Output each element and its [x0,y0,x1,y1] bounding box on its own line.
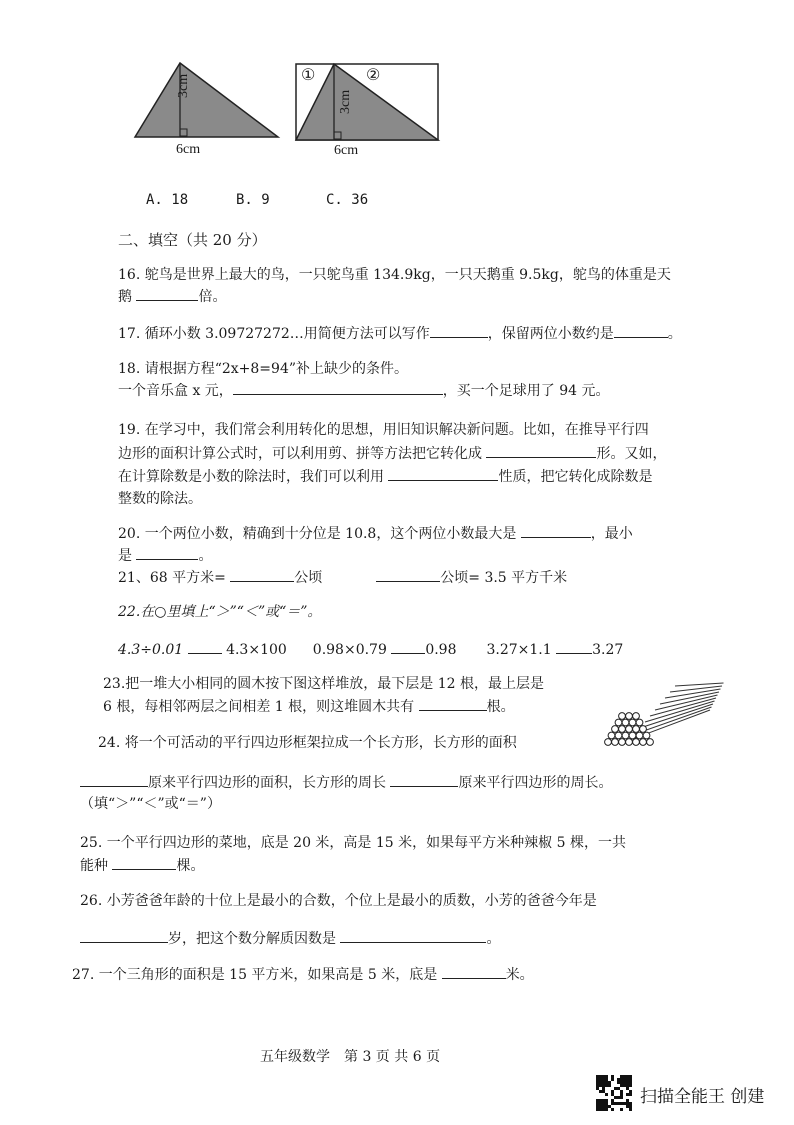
q23-line2 [103,696,515,717]
qr-module [620,1090,623,1093]
q22-item2-right: 0.98 [425,642,457,658]
log-end [619,726,626,733]
q21-post: 公顷= 3.5 平方千米 [440,570,568,586]
q26-line2-mid: 岁，把这个数分解质因数是 [168,931,341,947]
q25-blank[interactable] [112,855,176,870]
left-triangle-figure [130,55,290,165]
qr-module [605,1075,608,1078]
qr-module [629,1105,632,1108]
qr-module [608,1081,611,1084]
qr-module [596,1081,599,1084]
q17-pre: 17. 循环小数 3.09727272…用简便方法可以写作 [118,326,430,342]
qr-module [611,1093,614,1096]
qr-module [626,1105,629,1108]
log-end [612,726,619,733]
log-end [626,726,633,733]
q17-line [118,323,682,344]
q21-mid: 公顷 [294,570,323,586]
q17-blank-1[interactable] [430,323,488,338]
qr-module [599,1090,602,1093]
qr-module [605,1108,608,1111]
q25-line2 [80,855,204,876]
q20-line1-pre: 20. 一个两位小数，精确到十分位是 10.8，这个两位小数最大是 [118,526,521,542]
log-end [636,732,643,739]
q18-line1: 18. 请根据方程“2x+8=94”补上缺少的条件。 [118,361,409,377]
qr-module [602,1090,605,1093]
q18-line2-post: ，买一个足球用了 94 元。 [442,383,610,399]
q16-line1: 16. 鸵鸟是世界上最大的鸟，一只鸵鸟重 134.9kg，一只天鹅重 9.5kg，鸵鸟的体重是天 [118,267,671,283]
q22-blank-3[interactable] [556,639,592,654]
qr-module [602,1099,605,1102]
q19-line4: 整数的除法。 [118,491,202,507]
log-end [622,719,629,726]
qr-module [605,1099,608,1102]
q24-blank-1[interactable] [80,772,148,787]
qr-module [608,1105,611,1108]
q16-blank[interactable] [136,286,198,301]
q24-line1: 24. 将一个可活动的平行四边形框架拉成一个长方形，长方形的面积 [98,735,517,751]
q21-blank-1[interactable] [230,567,294,582]
q22-item1-right: 4.3×100 [221,642,287,658]
q23-line1: 23.把一堆大小相同的圆木按下图这样堆放，最下层是 12 根，最上层是 [103,676,544,692]
q18-line2 [118,380,610,401]
log-pile-illustration [600,670,730,750]
page-footer: 五年级数学 第 3 页 共 6 页 [260,1049,441,1065]
qr-module [626,1081,629,1084]
qr-module [596,1078,599,1081]
log-end [633,713,640,720]
qr-module [623,1078,626,1081]
q24-blank-2[interactable] [390,772,458,787]
qr-module [599,1078,602,1081]
right-height-label: 3cm [338,89,353,114]
qr-module [614,1087,617,1090]
q17-mid: ，保留两位小数约是 [487,326,614,342]
q25-line2-pre: 能种 [80,858,113,874]
left-height-label: 3cm [176,73,191,98]
q23-line2-post: 根。 [486,699,515,715]
qr-module [596,1102,599,1105]
qr-module [602,1108,605,1111]
q21-line [118,567,567,588]
qr-module [599,1105,602,1108]
q19-line1: 19. 在学习中，我们常会利用转化的思想，用旧知识解决新问题。比如，在推导平行四 [118,422,649,438]
qr-module [626,1075,629,1078]
q26-line2-post: 。 [486,931,501,947]
q17-blank-2[interactable] [614,323,668,338]
qr-module [629,1102,632,1105]
q26-blank-1[interactable] [80,928,168,943]
q18-blank[interactable] [233,380,443,395]
q16-line2 [118,286,226,307]
q26-line1: 26. 小芳爸爸年龄的十位上是最小的合数，个位上是最小的质数，小芳的爸爸今年是 [80,893,597,909]
q19-line2-post: 形。又如， [596,446,667,462]
log-end [615,719,622,726]
qr-module [620,1108,623,1111]
qr-module [626,1084,629,1087]
log-end [640,739,647,746]
log-side-line [670,686,722,692]
qr-module [617,1081,620,1084]
q22-blank-1[interactable] [188,639,222,654]
q19-line3-pre: 在计算除数是小数的除法时，我们可以利用 [118,469,389,485]
qr-module [620,1093,623,1096]
qr-module [629,1090,632,1093]
qr-module [602,1087,605,1090]
q25-line2-post: 棵。 [176,858,205,874]
scanner-watermark: 扫描全能王 创建 [640,1087,765,1107]
log-end [647,739,654,746]
qr-module [596,1099,599,1102]
qr-module [611,1078,614,1081]
qr-module [608,1084,611,1087]
q22-item3-right: 3.27 [592,642,624,658]
q17-post: 。 [667,326,682,342]
qr-module [629,1108,632,1111]
qr-module [602,1075,605,1078]
qr-module [617,1087,620,1090]
q20-line2-post: 。 [198,548,213,564]
log-end [629,732,636,739]
qr-module [599,1102,602,1105]
log-end [636,719,643,726]
q22-item2-left: 0.98×0.79 [312,642,392,658]
q21-blank-2[interactable] [376,567,440,582]
region-1-label: ① [301,67,316,84]
qr-module [626,1099,629,1102]
q23-line2-pre: 6 根，每相邻两层之间相差 1 根，则这堆圆木共有 [103,699,419,715]
q19-line2 [118,443,666,464]
qr-module [605,1105,608,1108]
qr-module [623,1075,626,1078]
q24-line3: （填“＞”“＜”或“＝”） [80,796,221,812]
section-2-title: 二、填空（共 20 分） [118,231,267,249]
q24-line2 [80,772,612,793]
q22-blank-2[interactable] [391,639,425,654]
q23-blank[interactable] [419,696,487,711]
log-end [633,726,640,733]
qr-module [596,1084,599,1087]
qr-module [620,1102,623,1105]
qr-module [611,1090,614,1093]
qr-module [599,1084,602,1087]
q20-line1 [118,523,633,544]
q20-line2 [118,545,212,566]
qr-module [596,1108,599,1111]
qr-module [620,1081,623,1084]
qr-module [605,1084,608,1087]
log-side-line [675,683,724,686]
q16-line2-pre: 鹅 [118,289,137,305]
qr-module [620,1075,623,1078]
qr-module [620,1084,623,1087]
q19-blank-1[interactable] [486,443,596,458]
qr-module [629,1084,632,1087]
q19-line3-post: 性质，把它转化成除数是 [498,469,653,485]
q19-line2-pre: 边形的面积计算公式时，可以利用剪、拼等方法把它转化成 [118,446,487,462]
left-triangle [135,63,278,137]
log-end [626,713,633,720]
qr-module [605,1078,608,1081]
qr-module [602,1105,605,1108]
qr-module [614,1102,617,1105]
qr-module [629,1081,632,1084]
log-end [629,719,636,726]
option-c: C. 36 [326,192,369,208]
q22-items [118,639,623,660]
qr-module [611,1102,614,1105]
log-end [633,739,640,746]
q24-line2-mid: 原来平行四边形的面积，长方形的周长 [148,775,391,791]
q20-blank-1[interactable] [521,523,591,538]
log-end [605,739,612,746]
log-end [615,732,622,739]
q26-line2 [80,928,500,949]
q27-line [72,964,534,985]
qr-module [611,1099,614,1102]
qr-module [620,1096,623,1099]
qr-module [626,1093,629,1096]
log-end [622,732,629,739]
qr-module [611,1075,614,1078]
qr-module [596,1105,599,1108]
q20-line1-post: ，最小 [590,526,633,542]
qr-code-icon [596,1075,632,1111]
log-end [643,732,650,739]
q22-item3-left: 3.27×1.1 [486,642,557,658]
qr-module [623,1084,626,1087]
q25-line1: 25. 一个平行四边形的菜地，底是 20 米，高是 15 米，如果每平方米种辣椒 5 棵，一共 [80,835,626,851]
qr-module [599,1099,602,1102]
q21-pre: 21、68 平方米= [118,570,231,586]
qr-module [623,1102,626,1105]
option-a: A. 18 [146,192,189,208]
log-side-line [650,698,716,716]
qr-module [605,1102,608,1105]
qr-module [617,1096,620,1099]
qr-module [626,1087,629,1090]
option-b: B. 9 [236,192,270,208]
q19-line3 [118,466,652,487]
q18-line2-pre: 一个音乐盒 x 元， [118,383,233,399]
q24-line2-post: 原来平行四边形的周长。 [458,775,613,791]
qr-module [626,1102,629,1105]
qr-module [602,1102,605,1105]
log-end [619,713,626,720]
q20-line2-pre: 是 [118,548,137,564]
qr-module [617,1078,620,1081]
qr-module [605,1081,608,1084]
log-end [608,732,615,739]
qr-module [614,1096,617,1099]
qr-module [599,1075,602,1078]
right-base-label: 6cm [334,143,359,158]
q26-blank-2[interactable] [340,928,486,943]
left-base-label: 6cm [176,142,201,157]
log-end [626,739,633,746]
qr-module [623,1081,626,1084]
q22-title: 22.在○里填上“＞”“＜”或“＝”。 [118,604,322,620]
qr-module [599,1081,602,1084]
log-end [612,739,619,746]
qr-module [626,1078,629,1081]
q27-post: 米。 [505,967,534,983]
qr-module [629,1093,632,1096]
region-2-label: ② [366,67,381,84]
qr-module [617,1102,620,1105]
qr-module [602,1078,605,1081]
qr-module [611,1108,614,1111]
qr-module [599,1108,602,1111]
qr-module [602,1081,605,1084]
qr-module [596,1075,599,1078]
q16-line2-post: 倍。 [198,289,227,305]
q19-blank-2[interactable] [388,466,498,481]
q22-item1-left: 4.3÷0.01 [118,642,188,658]
qr-module [602,1084,605,1087]
q27-pre: 27. 一个三角形的面积是 15 平方米，如果高是 5 米，底是 [72,967,442,983]
log-end [640,726,647,733]
qr-module [620,1078,623,1081]
q20-blank-2[interactable] [136,545,198,560]
log-end [619,739,626,746]
qr-module [596,1087,599,1090]
qr-module [605,1093,608,1096]
q27-blank[interactable] [442,964,506,979]
qr-module [629,1075,632,1078]
qr-module [629,1078,632,1081]
